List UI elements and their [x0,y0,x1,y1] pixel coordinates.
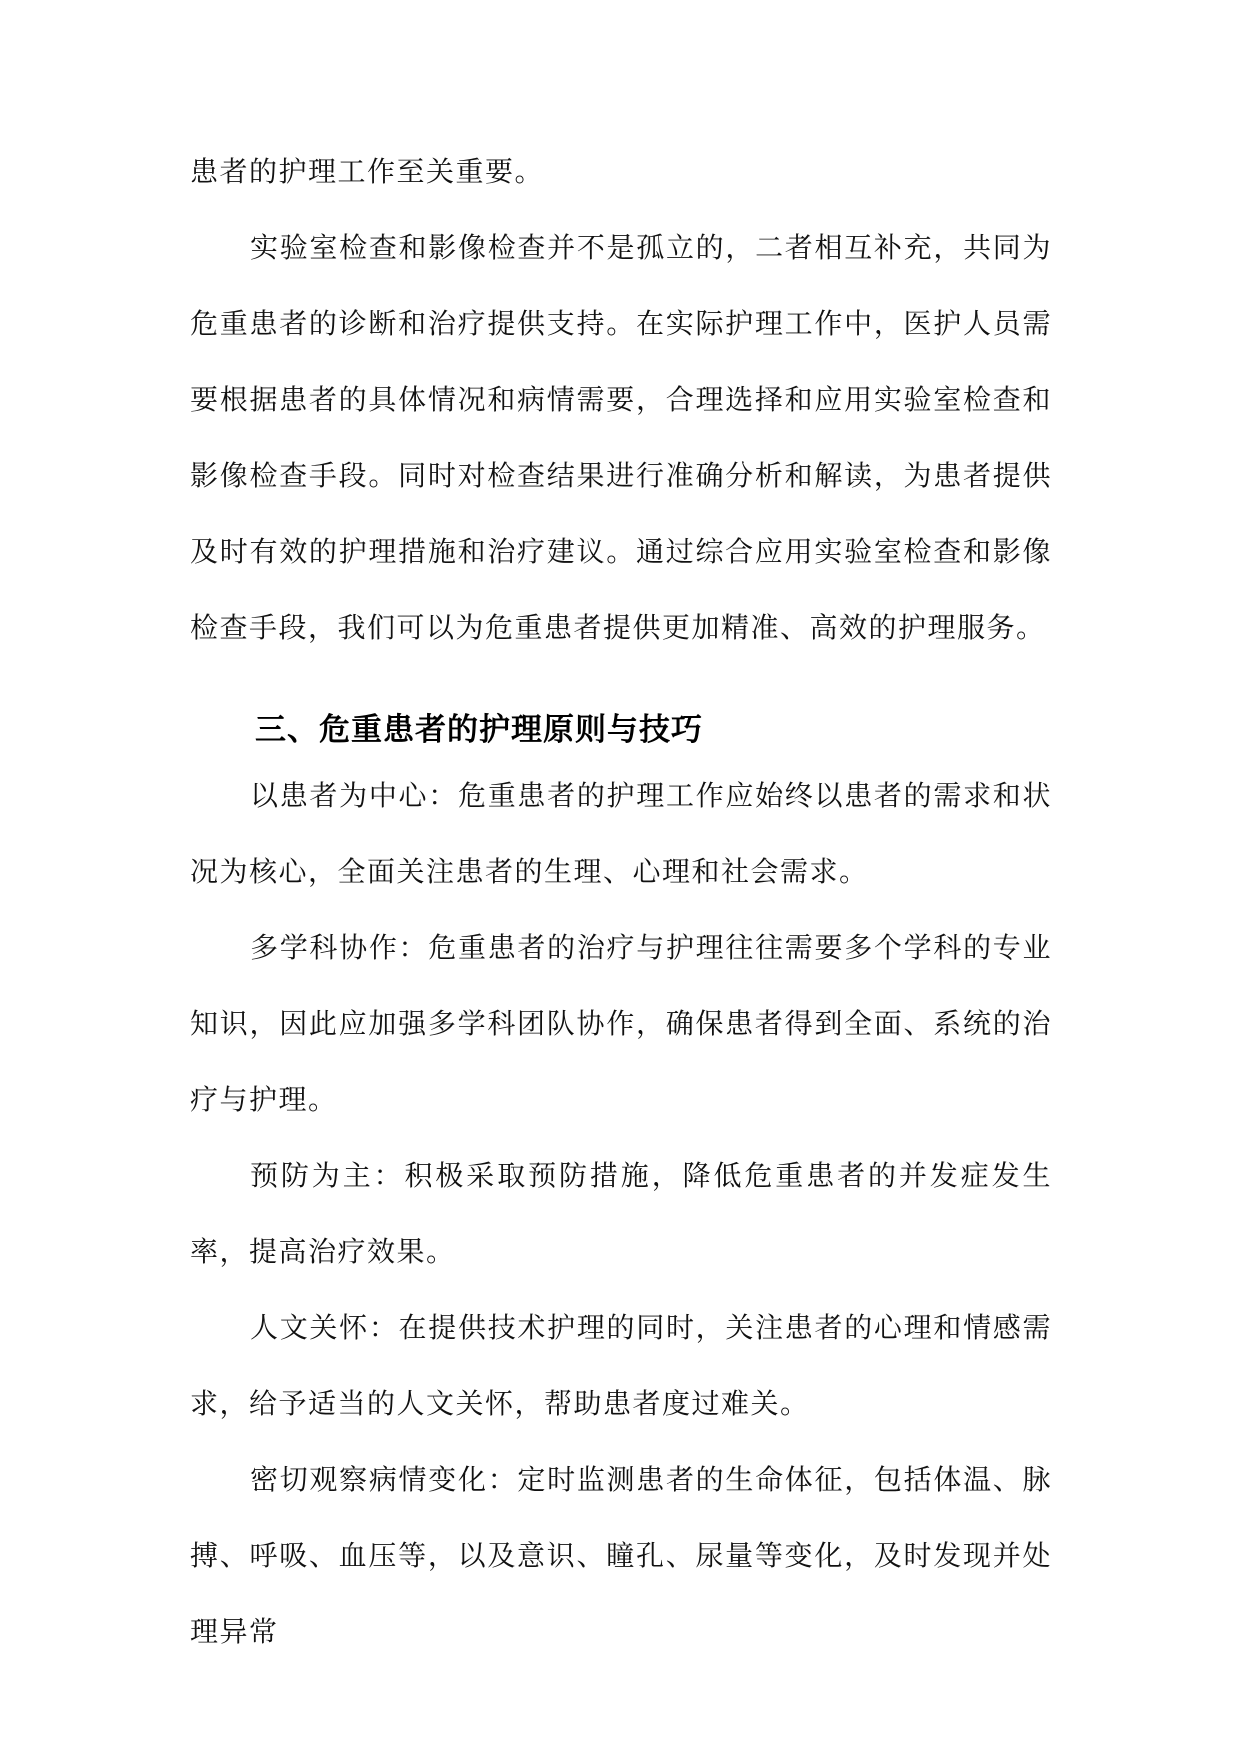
paragraph-multidisciplinary: 多学科协作：危重患者的治疗与护理往往需要多个学科的专业知识，因此应加强多学科团队协作，确保患者得到全面、系统的治疗与护理。 [190,931,1052,1116]
paragraph-lab-imaging-complement: 实验室检查和影像检查并不是孤立的，二者相互补充，共同为危重患者的诊断和治疗提供支持。在实际护理工作中，医护人员需要根据患者的具体情况和病情需要，合理选择和应用实验室检查和影像检查手段。同时对检查结果进行准确分析和解读，为患者提供及时有效的护理措施和治疗建议。通过综合应用实验室检查和影像检查手段，我们可以为危重患者提供更加精准、高效的护理服务。 [190,231,1052,644]
paragraph-patient-centered: 以患者为中心：危重患者的护理工作应始终以患者的需求和状况为核心，全面关注患者的生理、心理和社会需求。 [190,779,1052,888]
paragraph-prevention: 预防为主：积极采取预防措施，降低危重患者的并发症发生率，提高治疗效果。 [190,1159,1052,1268]
paragraph-humanistic-care: 人文关怀：在提供技术护理的同时，关注患者的心理和情感需求，给予适当的人文关怀，帮助患者度过难关。 [190,1311,1052,1420]
paragraph-observation: 密切观察病情变化：定时监测患者的生命体征，包括体温、脉搏、呼吸、血压等，以及意识、瞳孔、尿量等变化，及时发现并处理异常 [190,1463,1052,1648]
text-block-top [190,134,1052,666]
text-block-bottom [190,758,1052,1670]
section-heading: 三、危重患者的护理原则与技巧 [255,712,703,748]
continued-paragraph: 患者的护理工作至关重要。 [190,155,545,188]
